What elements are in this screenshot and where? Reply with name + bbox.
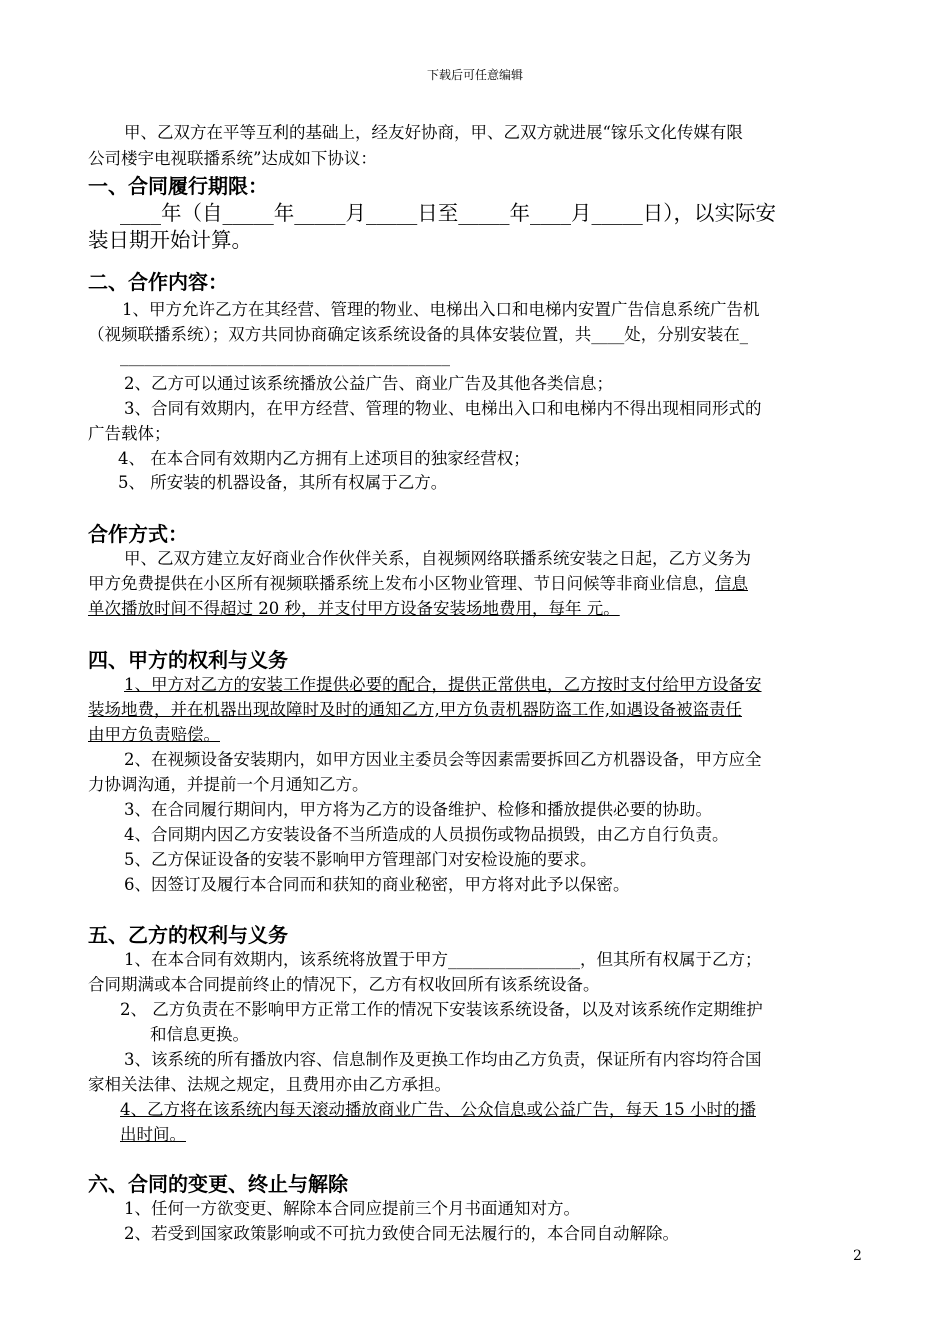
s5-line-3: 2、 乙方负责在不影响甲方正常工作的情况下安装该系统设备，以及对该系统作定期维护 [120, 1000, 763, 1019]
section-4-title: 四、甲方的权利与义务 [88, 648, 288, 672]
s5-line-5: 3、该系统的所有播放内容、信息制作及更换工作均由乙方负责，保证所有内容均符合国 [124, 1050, 762, 1069]
section-5-title: 五、乙方的权利与义务 [88, 923, 288, 947]
s3-line-1: 甲、乙双方建立友好商业合作伙伴关系，自视频网络联播系统安装之日起，乙方义务为 [124, 549, 751, 568]
s3-line-2-underlined: 信息 [715, 574, 748, 593]
s3-line-3: 单次播放时间不得超过 20 秒，并支付甲方设备安装场地费用，每年 元。 [88, 599, 620, 618]
s4-line-1: 1、甲方对乙方的安装工作提供必要的配合，提供正常供电，乙方按时支付给甲方设备安 [124, 675, 762, 694]
s2-line-5: 3、合同有效期内，在甲方经营、管理的物业、电梯出入口和电梯内不得出现相同形式的 [124, 399, 762, 418]
s2-line-1: 1、甲方允许乙方在其经营、管理的物业、电梯出入口和电梯内安置广告信息系统广告机 [122, 300, 760, 319]
s5-line-1: 1、在本合同有效期内，该系统将放置于甲方________________，但其所有权属于乙方； [124, 950, 762, 969]
section-3-title: 合作方式： [88, 522, 188, 546]
section-2-title: 二、合作内容： [88, 270, 228, 294]
s6-line-1: 1、任何一方欲变更、解除本合同应提前三个月书面通知对方。 [124, 1199, 580, 1218]
s5-line-8: 出时间。 [120, 1125, 186, 1144]
s5-line-2: 合同期满或本合同提前终止的情况下，乙方有权收回所有该系统设备。 [88, 975, 600, 994]
s2-line-4: 2、乙方可以通过该系统播放公益广告、商业广告及其他各类信息； [124, 374, 613, 393]
s2-line-6: 广告载体； [88, 424, 171, 443]
s2-line-7: 4、 在本合同有效期内乙方拥有上述项目的独家经营权； [118, 449, 530, 468]
s4-line-3: 由甲方负责赔偿。 [88, 725, 220, 744]
intro-line-2: 公司楼宇电视联播系统”达成如下协议： [88, 149, 377, 168]
s1-line-1: ____年（自_____年_____月_____日至_____年____月_____日），以实际安 [120, 201, 776, 225]
s3-line-2 [88, 573, 748, 595]
s6-line-2: 2、若受到国家政策影响或不可抗力致使合同无法履行的，本合同自动解除。 [124, 1224, 679, 1243]
s4-line-8: 5、乙方保证设备的安装不影响甲方管理部门对安检设施的要求。 [124, 850, 597, 869]
s2-line-3: ________________________________________ [120, 347, 450, 366]
section-6-title: 六、合同的变更、终止与解除 [88, 1172, 348, 1196]
s5-line-6: 家相关法律、法规之规定，且费用亦由乙方承担。 [88, 1075, 451, 1094]
s3-line-2-text: 甲方免费提供在小区所有视频联播系统上发布小区物业管理、节日问候等非商业信息， [88, 574, 715, 593]
s5-line-4: 和信息更换。 [150, 1025, 249, 1044]
page-header: 下载后可任意编辑 [426, 68, 523, 82]
page-number: 2 [853, 1248, 862, 1264]
s4-line-6: 3、在合同履行期间内，甲方将为乙方的设备维护、检修和播放提供必要的协助。 [124, 800, 712, 819]
intro-line-1: 甲、乙双方在平等互利的基础上，经友好协商，甲、乙双方就进展“镓乐文化传媒有限 [124, 123, 743, 142]
section-1-title: 一、合同履行期限： [88, 174, 268, 198]
s4-line-9: 6、因签订及履行本合同而和获知的商业秘密，甲方将对此予以保密。 [124, 875, 630, 894]
s4-line-4: 2、在视频设备安装期内，如甲方因业主委员会等因素需要拆回乙方机器设备，甲方应全 [124, 750, 762, 769]
s4-line-7: 4、合同期内因乙方安装设备不当所造成的人员损伤或物品损毁，由乙方自行负责。 [124, 825, 729, 844]
s2-line-8: 5、 所安装的机器设备，其所有权属于乙方。 [118, 473, 448, 492]
s1-line-2: 装日期开始计算。 [88, 228, 252, 252]
s5-line-7: 4、乙方将在该系统内每天滚动播放商业广告、公众信息或公益广告，每天 15 小时的播 [120, 1100, 756, 1119]
s2-line-2: （视频联播系统）；双方共同协商确定该系统设备的具体安装位置，共____处，分别安装在_ [88, 325, 748, 344]
s4-line-2: 装场地费，并在机器出现故障时及时的通知乙方,甲方负责机器防盗工作,如遇设备被盗责任 [88, 700, 742, 719]
s4-line-5: 力协调沟通，并提前一个月通知乙方。 [88, 775, 369, 794]
